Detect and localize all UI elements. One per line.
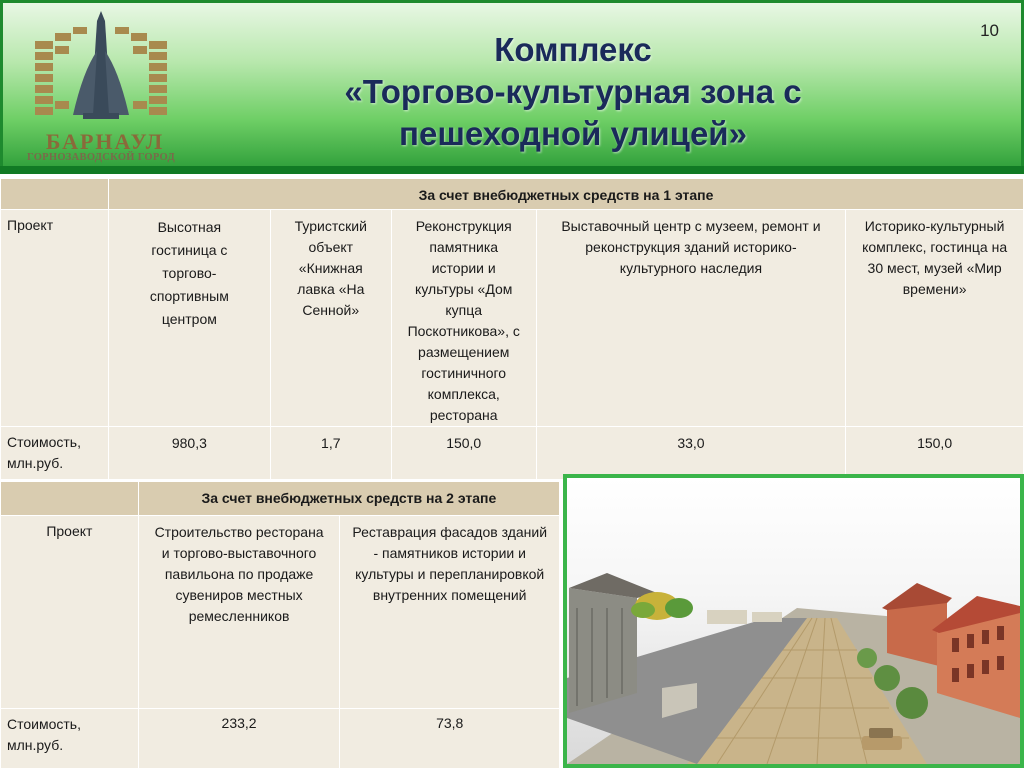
project-cell: Строительство ресторана и торгово-выставочного павильона по продаже сувениров местных ремесленников <box>138 516 340 709</box>
project-cell: Историко-культурный комплекс, гостинца на 30 мест, музей «Мир времени» <box>846 210 1024 427</box>
project-label: Проект <box>1 516 139 709</box>
project-label: Проект <box>1 210 109 427</box>
table-header-row <box>1 179 1024 210</box>
title-line-3: пешеходной улицей» <box>399 115 747 152</box>
page-number: 10 <box>980 21 999 40</box>
table-header-row <box>1 482 560 516</box>
cost-cell: 980,3 <box>108 427 270 480</box>
slide-header <box>0 0 1024 172</box>
street-rendering-image <box>567 478 1020 764</box>
cost-label: Стоимость, млн.руб. <box>1 709 139 768</box>
cost-cell: 73,8 <box>340 709 560 768</box>
pedestrian-street-rendering <box>563 474 1024 768</box>
table-row <box>1 516 560 709</box>
project-cell: Реконструкция памятника истории и культуры «Дом купца Поскотникова», с размещением гостиничного комплекса, ресторана <box>391 210 536 427</box>
table-row <box>1 210 1024 427</box>
cost-cell: 233,2 <box>138 709 340 768</box>
table-row <box>1 709 560 768</box>
title-line-1: Комплекс <box>494 31 652 68</box>
header-divider <box>0 166 1024 174</box>
stage2-table <box>0 481 560 768</box>
slide-title <box>223 29 923 155</box>
logo-subtitle: ГОРНОЗАВОДСКОЙ ГОРОД <box>26 152 176 163</box>
cost-cell: 150,0 <box>846 427 1024 480</box>
stage1-table <box>0 178 1024 480</box>
header-empty-cell <box>1 482 139 516</box>
stage1-section-title: За счет внебюджетных средств на 1 этапе <box>108 179 1023 210</box>
table-row <box>1 427 1024 480</box>
barnaul-logo <box>13 11 183 161</box>
logo-city-name: БАРНАУЛ <box>45 129 165 154</box>
cost-cell: 33,0 <box>536 427 846 480</box>
project-cell: Выставочный центр с музеем, ремонт и реконструкция зданий историко-культурного наследия <box>536 210 846 427</box>
stage2-section-title: За счет внебюджетных средств на 2 этапе <box>138 482 559 516</box>
project-cell: Туристский объект «Книжная лавка «На Сенной» <box>270 210 391 427</box>
cost-cell: 1,7 <box>270 427 391 480</box>
cost-cell: 150,0 <box>391 427 536 480</box>
barnaul-emblem-icon <box>13 11 183 131</box>
header-empty-cell <box>1 179 109 210</box>
project-cell: Высотная гостиница с торгово-спортивным центром <box>108 210 270 427</box>
cost-label: Стоимость, млн.руб. <box>1 427 109 480</box>
project-cell: Реставрация фасадов зданий - памятников истории и культуры и перепланировкой внутренних помещений <box>340 516 560 709</box>
title-line-2: «Торгово-культурная зона с <box>344 73 802 110</box>
